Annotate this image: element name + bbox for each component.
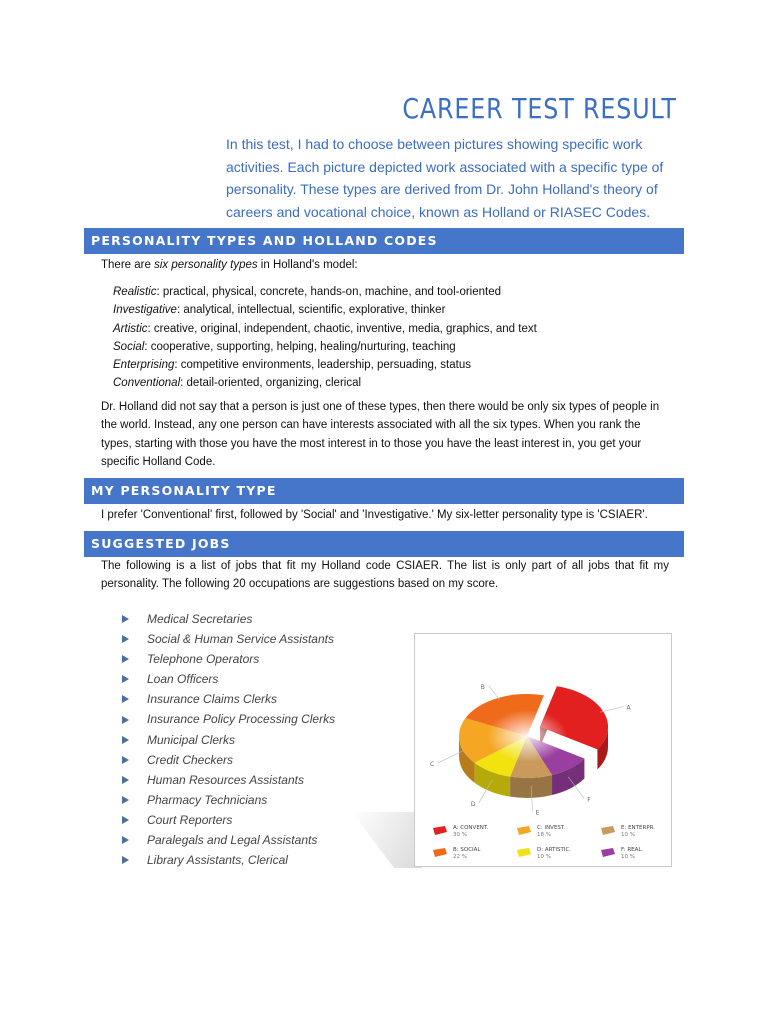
- personality-types-intro: There are six personality types in Holland's model:: [101, 259, 358, 271]
- job-label: Telephone Operators: [147, 652, 260, 667]
- job-label: Insurance Claims Clerks: [147, 692, 278, 707]
- job-label: Paralegals and Legal Assistants: [147, 833, 318, 848]
- slice-letter-label: B: [480, 683, 485, 691]
- list-item: [122, 689, 335, 709]
- list-item: [122, 770, 335, 790]
- section-heading-my-type: MY PERSONALITY TYPE: [84, 478, 684, 504]
- page-title: CAREER TEST RESULT: [402, 92, 677, 125]
- chart-legend: [433, 825, 655, 860]
- slice-letter-label: D: [470, 800, 476, 808]
- legend-value-c: 18 %: [537, 832, 551, 838]
- list-item: [122, 730, 335, 750]
- list-item: [122, 709, 335, 729]
- job-label: Medical Secretaries: [147, 612, 253, 626]
- legend-swatch-b: [433, 848, 447, 857]
- list-item: [122, 629, 335, 649]
- type-conventional: Conventional: detail-oriented, organizing, clerical: [113, 377, 362, 390]
- triangle-bullet-icon: [122, 816, 129, 824]
- list-item: [122, 649, 335, 669]
- job-label: Social & Human Service Assistants: [147, 632, 334, 647]
- job-label: Library Assistants, Clerical: [147, 853, 288, 868]
- triangle-bullet-icon: [122, 655, 129, 663]
- slice-letter-label: F: [587, 796, 591, 804]
- list-item: [122, 750, 335, 770]
- triangle-bullet-icon: [122, 675, 129, 683]
- legend-value-b: 22 %: [453, 854, 467, 860]
- holland-code-pie-chart: [414, 633, 672, 867]
- slice-letter-label: C: [429, 760, 435, 768]
- triangle-bullet-icon: [122, 716, 129, 724]
- job-label: Credit Checkers: [147, 752, 234, 767]
- job-label: Municipal Clerks: [147, 732, 236, 747]
- list-item: [122, 790, 335, 810]
- type-enterprising: Enterprising: competitive environments, leadership, persuading, status: [113, 359, 471, 372]
- six-types-emphasis: six personality types: [154, 259, 258, 271]
- triangle-bullet-icon: [122, 635, 129, 643]
- legend-label-d: D: ARTISTIC.: [537, 847, 572, 853]
- legend-swatch-e: [601, 826, 615, 835]
- pie-chart-svg: [415, 634, 671, 866]
- slice-leader-line: [600, 706, 623, 712]
- legend-label-c: C: INVEST.: [537, 825, 566, 831]
- legend-swatch-a: [433, 826, 447, 835]
- pie-tops: [459, 683, 608, 778]
- section-heading-personality-types: PERSONALITY TYPES AND HOLLAND CODES: [84, 228, 684, 254]
- pie-highlight: [487, 710, 567, 762]
- legend-value-d: 10 %: [537, 854, 551, 860]
- legend-label-f: F: REAL.: [621, 847, 644, 853]
- triangle-bullet-icon: [122, 796, 129, 804]
- type-social: Social: cooperative, supporting, helping, healing/nurturing, teaching: [113, 340, 456, 353]
- job-label: Pharmacy Technicians: [147, 792, 268, 807]
- legend-label-a: A: CONVENT.: [453, 825, 489, 831]
- legend-value-a: 30 %: [453, 832, 467, 838]
- job-label: Court Reporters: [147, 812, 233, 827]
- legend-label-e: E: ENTERPR.: [621, 825, 656, 831]
- triangle-bullet-icon: [122, 776, 129, 784]
- legend-label-b: B: SOCIAL: [453, 847, 481, 853]
- legend-swatch-d: [517, 848, 531, 857]
- triangle-bullet-icon: [122, 695, 129, 703]
- intro-paragraph: In this test, I had to choose between pictures showing specific work activities. Each picture depicted work associated with a specific type of personality. These types are derived from Dr. John Holland's theory of careers and vocational choice, known as Holland or RIASEC Codes.: [226, 136, 664, 220]
- suggested-jobs-intro: The following is a list of jobs that fit my Holland code CSIAER. The list is only part of all jobs that fit my personality. The following 20 occupations are suggestions based on my score.: [101, 560, 669, 591]
- job-label: Insurance Policy Processing Clerks: [147, 712, 336, 727]
- personality-type-list: [113, 283, 537, 393]
- section-heading-suggested-jobs: SUGGESTED JOBS: [84, 531, 684, 557]
- holland-explanation: Dr. Holland did not say that a person is just one of these types, then there would be only six types of people in the world. Instead, any one person can have interests associated with all the six types. When you rank the types, starting with those you have the most interest in to those you have the least interest in, you get your specific Holland Code.: [101, 401, 660, 468]
- triangle-bullet-icon: [122, 836, 129, 844]
- triangle-bullet-icon: [122, 756, 129, 764]
- list-item: [122, 669, 335, 689]
- type-artistic: Artistic: creative, original, independent, chaotic, inventive, media, graphics, and text: [113, 322, 537, 335]
- triangle-bullet-icon: [122, 736, 129, 744]
- job-list: [122, 609, 335, 870]
- triangle-bullet-icon: [122, 615, 129, 623]
- legend-swatch-f: [601, 848, 615, 857]
- list-item: [122, 810, 335, 830]
- legend-value-f: 10 %: [621, 854, 635, 860]
- list-item: [122, 609, 335, 629]
- my-type-text: I prefer 'Conventional' first, followed by 'Social' and 'Investigative.' My six-letter personality type is 'CSIAER'.: [101, 509, 648, 521]
- job-label: Loan Officers: [147, 672, 219, 687]
- slice-letter-label: E: [535, 809, 540, 817]
- slice-leader-line: [489, 686, 500, 700]
- job-label: Human Resources Assistants: [147, 772, 304, 787]
- list-item: [122, 850, 335, 870]
- type-realistic: Realistic: practical, physical, concrete, hands-on, machine, and tool-oriented: [113, 286, 502, 298]
- slice-letter-label: A: [626, 704, 631, 712]
- legend-value-e: 10 %: [621, 832, 635, 838]
- chart-shadow: [352, 812, 422, 868]
- legend-swatch-c: [517, 826, 531, 835]
- list-item: [122, 830, 335, 850]
- type-investigative: Investigative: analytical, intellectual, scientific, explorative, thinker: [113, 304, 446, 317]
- triangle-bullet-icon: [122, 856, 129, 864]
